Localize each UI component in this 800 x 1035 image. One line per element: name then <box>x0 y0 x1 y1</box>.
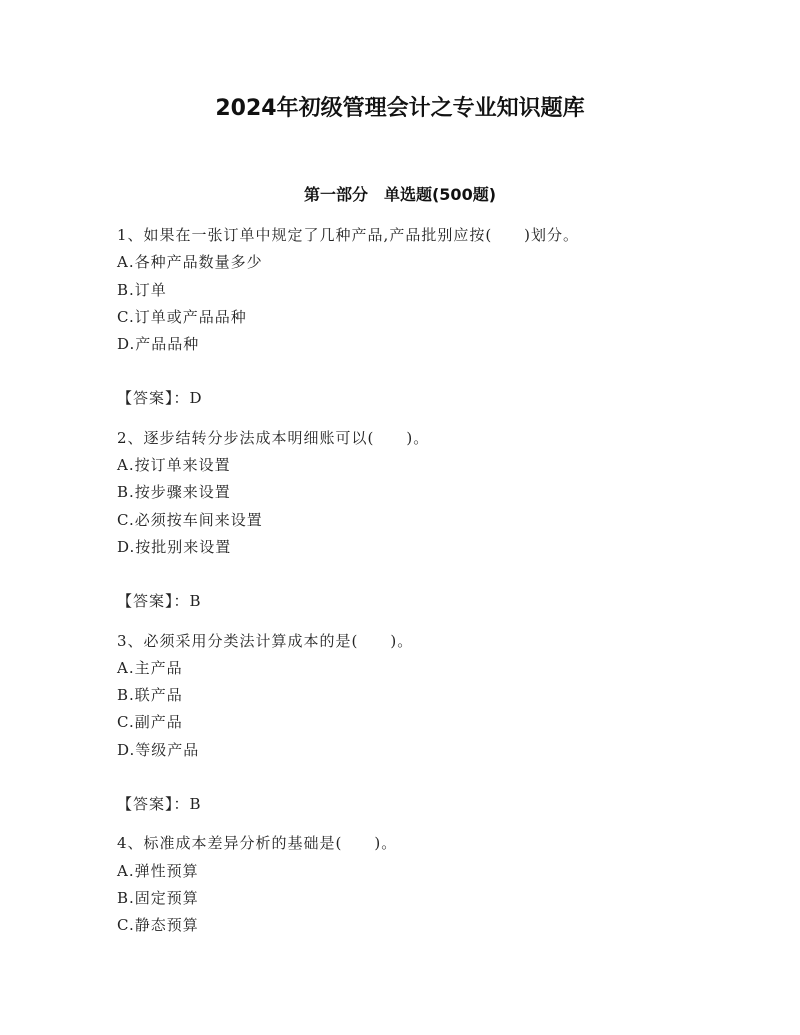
question-option: B.联产品 <box>117 686 183 705</box>
section-title: 第一部分 单选题(500题) <box>303 185 497 204</box>
question-stem: 2、逐步结转分步法成本明细账可以( )。 <box>117 428 430 447</box>
document-title: 2024年初级管理会计之专业知识题库 <box>215 96 585 121</box>
question-option: C.订单或产品品种 <box>117 307 247 326</box>
question-item <box>117 628 757 819</box>
question-option: A.弹性预算 <box>117 861 199 880</box>
question-option: B.固定预算 <box>117 888 199 907</box>
question-option: A.主产品 <box>117 658 183 677</box>
question-option: A.按订单来设置 <box>117 456 231 475</box>
question-stem: 3、必须采用分类法计算成本的是( )。 <box>117 631 414 650</box>
question-item <box>117 425 757 616</box>
question-stem: 1、如果在一张订单中规定了几种产品,产品批别应按( )划分。 <box>117 226 580 244</box>
question-option: C.副产品 <box>117 713 183 732</box>
answer-label: 【答案】：B <box>117 795 202 814</box>
answer-label: 【答案】：B <box>117 592 202 611</box>
question-item <box>117 222 757 413</box>
question-option: D.产品品种 <box>117 335 200 354</box>
answer-label: 【答案】：D <box>117 389 203 408</box>
question-option: D.等级产品 <box>117 740 200 759</box>
question-option: B.按步骤来设置 <box>117 483 231 502</box>
question-option: A.各种产品数量多少 <box>117 253 263 272</box>
question-list <box>117 222 757 940</box>
question-option: C.静态预算 <box>117 916 199 935</box>
question-option: B.订单 <box>117 280 167 299</box>
question-option: D.按批别来设置 <box>117 537 232 556</box>
question-stem: 4、标准成本差异分析的基础是( )。 <box>117 834 398 853</box>
question-option: C.必须按车间来设置 <box>117 510 263 529</box>
question-item <box>117 830 757 939</box>
